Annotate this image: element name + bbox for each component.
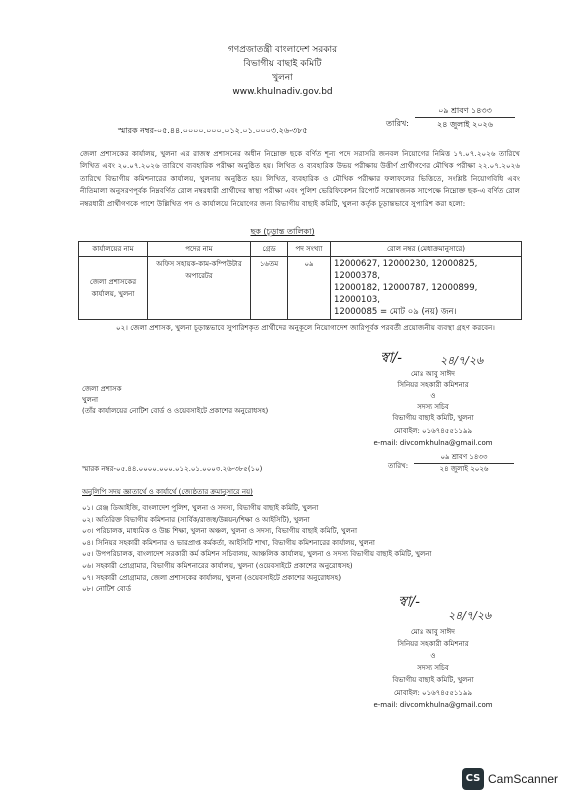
website-link[interactable]: www.khulnadiv.gov.bd <box>232 87 333 97</box>
signature-scribble-2: স্বা/- <box>398 594 421 610</box>
signature-scribble-1: স্বা/- <box>380 350 403 366</box>
committee-title: বিভাগীয় বাছাই কমিটি <box>243 59 322 69</box>
table-caption: ছক (চূড়ান্ত তালিকা) <box>250 227 315 236</box>
list-item: ০২। অতিরিক্ত বিভাগীয় কমিশনার (সার্বিক/রাজস্ব/উন্নয়ন/শিক্ষা ও আইসিটি), খুলনা <box>82 515 310 524</box>
cell-grade: ১৬তম <box>251 257 288 320</box>
signer-mobile-2: মোবাইল: ০১৬৭৪৫৫১১৯৯ <box>393 689 473 697</box>
cell-post: অফিস সহায়ক-কাম-কম্পিউটার অপারেটর <box>148 257 251 320</box>
date-label: তারিখ: <box>386 119 409 128</box>
memo-number: স্মারক নম্বর-০৫.৪৪.০০০০.০০০.০১২.০১.০০০৩.২৬-৩৮৫ <box>118 126 308 135</box>
recipient-line-3: (তাঁর কার্যালয়ের নোটিশ বোর্ড ও ওয়েবসাইটে প্রকাশের অনুরোধসহ) <box>82 407 269 415</box>
list-item: ০৫। উপপরিচালক, বাংলাদেশ সরকারী কর্ম কমিশন সচিবালয়, আঞ্চলিক কার্যালয়, খুলনা ও সদস্য বিভাগীয় বাছাই কমিটি, খুলনা <box>82 550 432 559</box>
rolls-line-2: 12000182, 12000787, 12000899, 12000103, <box>334 283 478 305</box>
para-two: ০২। জেলা প্রশাসক, খুলনা চূড়ান্তভাবে সুপারিশকৃত প্রার্থীদের অনুকূলে নিয়োগাদেশ জারিপূর্বক পরবর্তী প্রয়োজনীয় ব্যবস্থা গ্রহণ করবেন। <box>116 323 495 332</box>
signature-date-2: ২৪/৭/২৬ <box>448 609 492 622</box>
header-office: কার্যালয়ের নাম <box>79 242 148 257</box>
cell-office: জেলা প্রশাসকের কার্যালয়, খুলনা <box>79 257 148 320</box>
city-title: খুলনা <box>272 73 293 83</box>
final-list-table <box>78 241 522 320</box>
header-grade: গ্রেড <box>251 242 288 257</box>
cc-heading: অনুলিপি সদয় জ্ঞাতার্থে ও কার্যার্থে (জ্যেষ্ঠতার ক্রমানুসারে নয়) <box>82 488 253 496</box>
intro-paragraph: জেলা প্রশাসকের কার্যালয়, খুলনা এর রাজস্ব প্রশাসনের অধীন নিম্নোক্ত ছকে বর্ণিত শূন্য পদে সরাসরি জনবল নিয়োগের নিমিত্ত ১৭.০৭.২০২৬ তারিখে লিখিত এবং ২০.০৭.২০২৬ তারিখে ব্যবহারিক পরীক্ষা অনুষ্ঠিত হয়। লিখিত ও ব্যবহারিক উভয় পরীক্ষায় উত্তীর্ণ প্রার্থীগণের মৌখিক পরীক্ষা ২২.০৭.২০২৬ তারিখে বিভাগীয় কমিশনারের কার্যালয়, খুলনায় অনুষ্ঠিত হয়। লিখিত, ব্যবহারিক ও মৌখিক পরীক্ষার ফলাফলের ভিত্তিতে, সংশ্লিষ্ট নিয়োগবিধি এবং নীতিমালা অনুসরণপূর্বক নিম্নবর্ণিত রোল নম্বরধারী প্রার্থীদের স্বাস্থ্য পরীক্ষা এবং পুলিশ ভেরিফিকেশন রিপোর্ট সন্তোষজনক সাপেক্ষে নিম্নোক্ত ছক-এ বর্ণিত রোল নম্বরধারী প্রার্থীগণকে পাশে উল্লিখিত পদ ও কার্যালয়ে নিয়োগের জন্য বিভাগীয় বাছাই কমিটি, খুলনা কর্তৃক চূড়ান্তভাবে সুপারিশ করা হলো: <box>80 149 520 208</box>
cell-rolls <box>331 257 522 320</box>
camscanner-label: CamScanner <box>488 772 559 786</box>
header-post: পদের নাম <box>148 242 251 257</box>
signer-name-2: মোঃ আবু সাঈদ <box>411 628 455 636</box>
rolls-line-3: 12000085 = মোট ০৯ (নয়) জন। <box>334 307 457 317</box>
date-bangla: ০৯ শ্রাবণ ১৪৩৩ <box>415 105 515 118</box>
cell-count: ০৯ <box>288 257 331 320</box>
date-bangla-2: ০৯ শ্রাবণ ১৪৩৩ <box>414 452 514 464</box>
cc-list <box>82 503 431 596</box>
date-english: ২৪ জুলাই ২০২৬ <box>437 120 493 129</box>
signer-title-1: সিনিয়র সহকারী কমিশনার <box>397 381 469 389</box>
list-item: ০৪। সিনিয়র সহকারী কমিশনার ও ভারপ্রাপ্ত কর্মকর্তা, আইসিটি শাখা, বিভাগীয় কমিশনারের কার্যালয়, খুলনা <box>82 538 375 547</box>
rolls-line-1: 12000627, 12000230, 12000825, 12000378, <box>334 259 478 281</box>
signer-title-2: সিনিয়র সহকারী কমিশনার <box>397 640 469 648</box>
signer-and-1: ও <box>430 392 436 400</box>
signer-committee-1: বিভাগীয় বাছাই কমিটি, খুলনা <box>392 414 474 422</box>
signer-committee-2: বিভাগীয় বাছাই কমিটি, খুলনা <box>392 676 474 684</box>
signer-role-2: সদস্য সচিব <box>417 664 449 672</box>
camscanner-logo-icon: CS <box>462 768 484 790</box>
recipient-line-2: খুলনা <box>82 396 99 404</box>
header-rolls: রোল নম্বর (মেধাক্রমানুসারে) <box>331 242 522 257</box>
signer-mobile-1: মোবাইল: ০১৬৭৪৫৫১১৯৯ <box>393 427 473 435</box>
signer-role-1: সদস্য সচিব <box>417 403 449 411</box>
table-header-row <box>79 242 522 257</box>
memo-number-2: স্মারক নম্বর-০৫.৪৪.০০০০.০০০.০১২.০১.০০০৩.২৬-৩৮৫(১০) <box>82 465 263 473</box>
date-label-2: তারিখ: <box>388 462 409 470</box>
govt-title: গণপ্রজাতন্ত্রী বাংলাদেশ সরকার <box>227 45 338 55</box>
signer-email-2[interactable]: e-mail: divcomkhulna@gmail.com <box>373 701 493 709</box>
signer-name-1: মোঃ আবু সাঈদ <box>411 370 455 378</box>
signer-email-1[interactable]: e-mail: divcomkhulna@gmail.com <box>373 439 493 447</box>
table-row <box>79 257 522 320</box>
date-english-2: ২৪ জুলাই ২০২৬ <box>439 465 489 473</box>
list-item: ০৮। নোটিশ বোর্ড <box>82 585 131 594</box>
signer-and-2: ও <box>430 652 436 660</box>
signature-date-1: ২৪/৭/২৬ <box>440 354 484 367</box>
recipient-line-1: জেলা প্রশাসক <box>82 385 122 393</box>
header-count: পদ সংখ্যা <box>288 242 331 257</box>
list-item: ০১। রেঞ্জ ডিআইজি, বাংলাদেশ পুলিশ, খুলনা ও সদস্য, বিভাগীয় বাছাই কমিটি, খুলনা <box>82 504 319 512</box>
list-item: ০৭। সহকারী প্রোগ্রামার, জেলা প্রশাসকের কার্যালয়, খুলনা (ওয়েবসাইটে প্রকাশের অনুরোধসহ) <box>82 573 342 582</box>
list-item: ০৬। সহকারী প্রোগ্রামার, বিভাগীয় কমিশনারের কার্যালয়, খুলনা (ওয়েবসাইটে প্রকাশের অনুরোধসহ) <box>82 561 353 570</box>
list-item: ০৩। পরিচালক, মাধ্যমিক ও উচ্চ শিক্ষা, খুলনা অঞ্চল, খুলনা ও সদস্য, বিভাগীয় বাছাই কমিটি, খুলনা <box>82 527 357 536</box>
